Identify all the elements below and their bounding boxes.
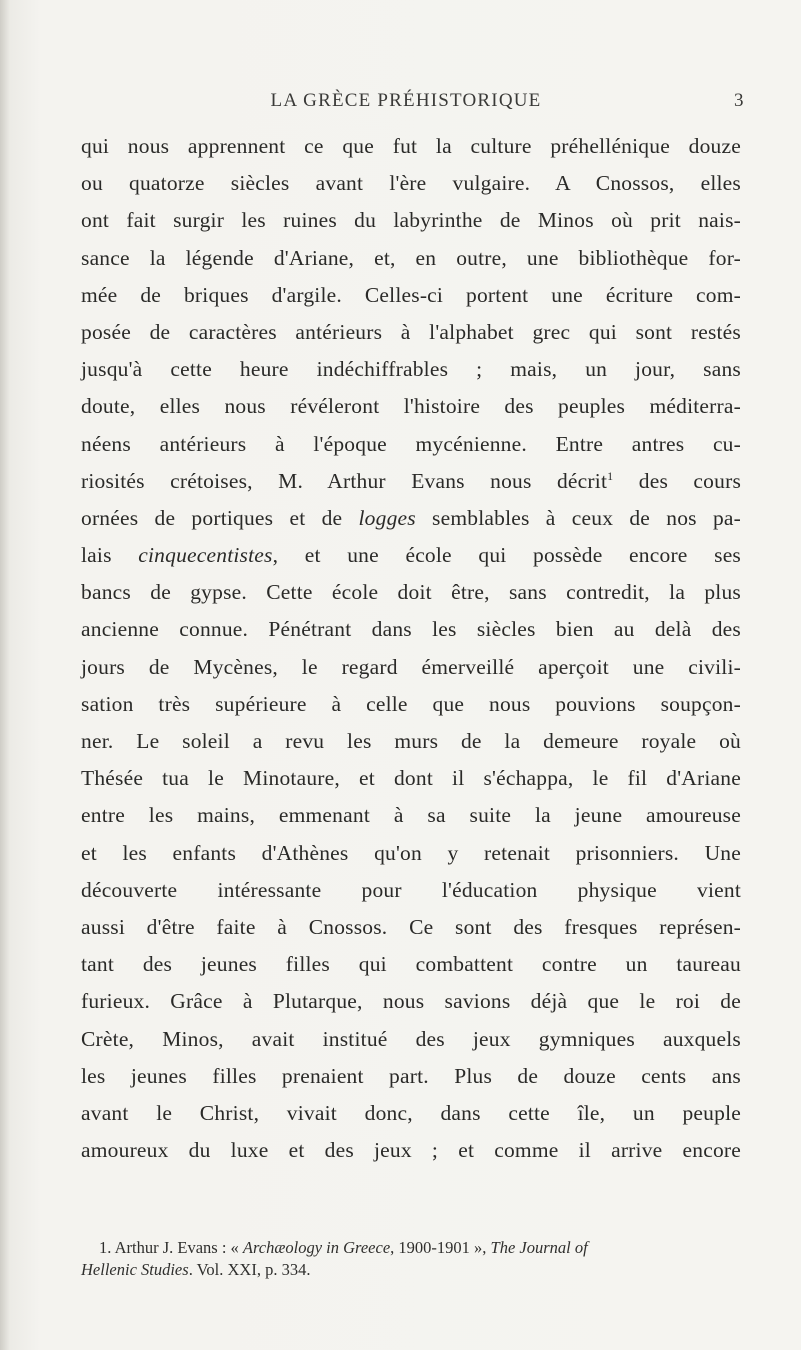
running-title: LA GRÈCE PRÉHISTORIQUE	[270, 90, 542, 111]
footnote-italic: Hellenic Studies	[81, 1260, 189, 1279]
text-line: entre les mains, emmenant à sa suite la jeune amoureuse	[81, 803, 741, 828]
page-number: 3	[734, 90, 744, 111]
text-line: posée de caractères antérieurs à l'alphabet grec qui sont restés	[81, 319, 741, 344]
page-binding-edge	[0, 0, 10, 1350]
text-line: Crète, Minos, avait institué des jeux gymniques auxquels	[81, 1026, 741, 1051]
text-line: jusqu'à cette heure indéchiffrables ; mais, un jour, sans	[81, 357, 741, 382]
footnote-line	[81, 1259, 741, 1281]
text-line: néens antérieurs à l'époque mycénienne. Entre antres cu-	[81, 431, 741, 456]
running-header	[0, 90, 801, 120]
body-text	[81, 128, 741, 1169]
text-line: ancienne connue. Pénétrant dans les siècles bien au delà des	[81, 617, 741, 642]
text-fragment: semblables à ceux de nos pa-	[415, 505, 741, 530]
text-line: qui nous apprennent ce que fut la culture préhellénique douze	[81, 134, 741, 158]
text-line: les jeunes filles prenaient part. Plus de douze cents ans	[81, 1063, 741, 1088]
text-line: amoureux du luxe et des jeux ; et comme il arrive encore	[81, 1138, 741, 1163]
text-line: ner. Le soleil a revu les murs de la demeure royale où	[81, 729, 741, 753]
footnote	[81, 1237, 741, 1281]
footnote-line	[81, 1237, 741, 1259]
footnote-italic: The Journal of	[490, 1238, 588, 1257]
text-line: mée de briques d'argile. Celles-ci portent une écriture com-	[81, 282, 741, 307]
footnote-text: , 1900-1901 »,	[390, 1238, 491, 1257]
text-line: avant le Christ, vivait donc, dans cette île, un peuple	[81, 1100, 741, 1125]
footnote-text: 1. Arthur J. Evans : «	[99, 1238, 243, 1257]
text-line: aussi d'être faite à Cnossos. Ce sont des fresques représen-	[81, 914, 741, 939]
text-line: découverte intéressante pour l'éducation physique vient	[81, 877, 741, 902]
text-line: sation très supérieure à celle que nous pouvions soupçon-	[81, 691, 741, 716]
text-line: Thésée tua le Minotaure, et dont il s'échappa, le fil d'Ariane	[81, 766, 741, 791]
text-fragment: riosités crétoises, M. Arthur Evans nous décrit	[81, 468, 608, 493]
text-line-with-italic	[81, 500, 741, 537]
text-line: ont fait surgir les ruines du labyrinthe de Minos où prit nais-	[81, 208, 741, 233]
text-line: ou quatorze siècles avant l'ère vulgaire. A Cnossos, elles	[81, 171, 741, 196]
text-fragment: ornées de portiques et de	[81, 505, 343, 530]
text-line: tant des jeunes filles qui combattent contre un taureau	[81, 952, 741, 977]
text-line-with-note	[81, 463, 741, 500]
text-line: sance la légende d'Ariane, et, en outre, une bibliothèque for-	[81, 245, 741, 270]
text-line: furieux. Grâce à Plutarque, nous savions déjà que le roi de	[81, 989, 741, 1014]
text-fragment: des cours	[613, 468, 742, 493]
text-line-with-italic	[81, 537, 741, 574]
text-line: jours de Mycènes, le regard émerveillé aperçoit une civili-	[81, 654, 741, 679]
italic-term: logges	[358, 505, 416, 530]
text-line: doute, elles nous révéleront l'histoire des peuples méditerra-	[81, 394, 741, 419]
italic-term: cinquecentistes	[138, 543, 273, 568]
footnote-italic: Archæology in Greece	[242, 1238, 391, 1257]
text-fragment: , et une école qui possède encore ses	[272, 543, 741, 568]
text-fragment: lais	[81, 543, 112, 568]
footnote-reference: 1	[607, 468, 614, 483]
text-line: et les enfants d'Athènes qu'on y retenait prisonniers. Une	[81, 840, 741, 865]
footnote-text: . Vol. XXI, p. 334.	[188, 1260, 311, 1279]
text-line: bancs de gypse. Cette école doit être, sans contredit, la plus	[81, 580, 741, 605]
